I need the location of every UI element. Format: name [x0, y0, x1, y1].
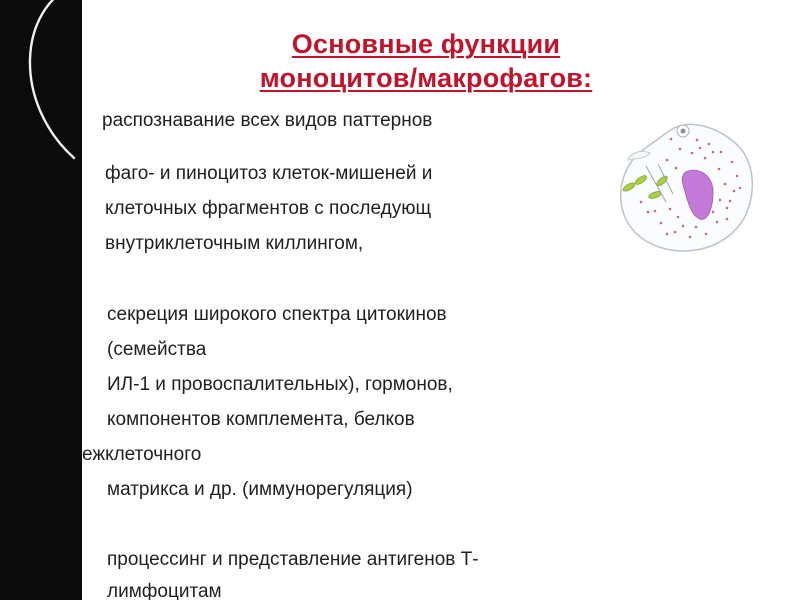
bullet-line-11: процессинг и представление антигенов Т- — [107, 549, 479, 570]
macrophage-cell-icon — [610, 114, 760, 258]
bullet-line-1: распознавание всех видов паттернов — [102, 110, 433, 131]
bullet-line-2: фаго- и пиноцитоз клеток-мишеней и — [105, 163, 433, 184]
slide-title — [196, 27, 656, 95]
slide-title-line-1: Основные функции — [291, 29, 561, 59]
bullet-line-4: внутриклеточным киллингом, — [105, 233, 364, 254]
bullet-line-3: клеточных фрагментов с последующ — [105, 198, 432, 219]
bullet-line-7: ИЛ-1 и провоспалительных), гормонов, — [107, 374, 453, 395]
slide-title-line-2: моноцитов/макрофагов: — [259, 63, 593, 93]
left-decorative-band — [0, 0, 82, 600]
bullet-line-10: матрикса и др. (иммунорегуляция) — [107, 479, 413, 500]
bullet-line-5: секреция широкого спектра цитокинов — [107, 304, 447, 325]
bullet-line-8: компонентов комплемента, белков — [107, 409, 415, 430]
bullet-line-6: (семейства — [107, 339, 207, 360]
bullet-line-12: лимфоцитам — [107, 581, 222, 600]
bullet-line-9: ежклеточного — [82, 444, 202, 465]
